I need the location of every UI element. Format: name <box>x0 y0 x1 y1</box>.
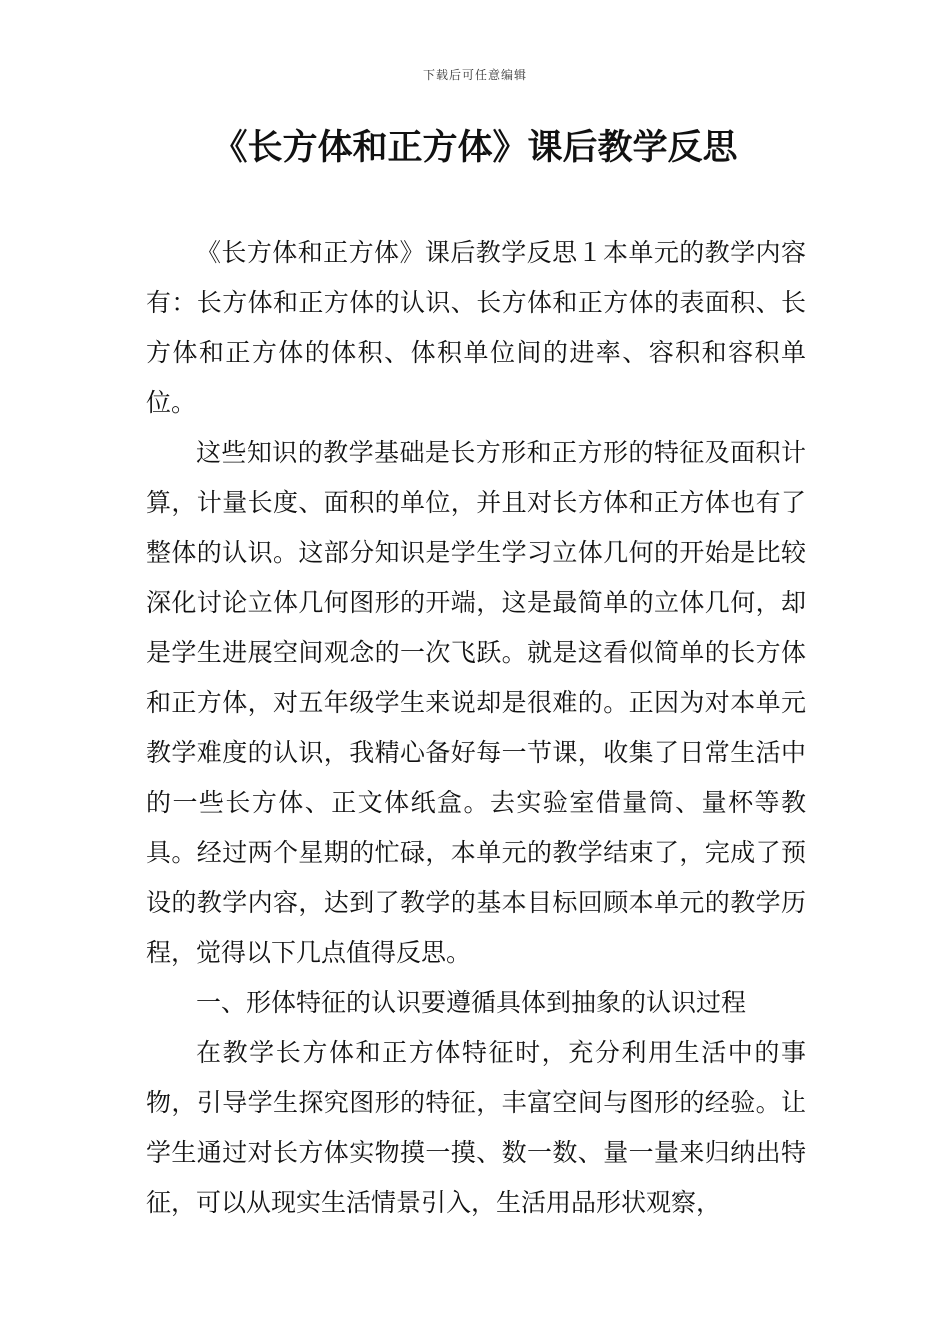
section-heading-1: 一、形体特征的认识要遵循具体到抽象的认识过程 <box>196 988 747 1017</box>
document-title: 《长方体和正方体》课后教学反思 <box>212 128 738 168</box>
paragraph-foundation: 这些知识的教学基础是长方形和正方形的特征及面积计算，计量长度、面积的单位，并且对长方体和正方体也有了整体的认识。这部分知识是学生学习立体几何的开始是比较深化讨论立体几何图形的开端，这是最简单的立体几何，却是学生进展空间观念的一次飞跃。就是这看似简单的长方体和正方体，对五年级学生来说却是很难的。正因为对本单元教学难度的认识，我精心备好每一节课，收集了日常生活中的一些长方体、正文体纸盒。去实验室借量筒、量杯等教具。经过两个星期的忙碌，本单元的教学结束了，完成了预设的教学内容，达到了教学的基本目标回顾本单元的教学历程，觉得以下几点值得反思。 <box>146 438 806 967</box>
paragraph-intro: 《长方体和正方体》课后教学反思１本单元的教学内容有：长方体和正方体的认识、长方体和正方体的表面积、长方体和正方体的体积、体积单位间的进率、容积和容积单位。 <box>146 238 806 417</box>
document-body <box>146 228 806 1228</box>
paragraph-section-1: 在教学长方体和正方体特征时，充分利用生活中的事物，引导学生探究图形的特征，丰富空间与图形的经验。让学生通过对长方体实物摸一摸、数一数、量一量来归纳出特征，可以从现实生活情景引入，生活用品形状观察， <box>146 1038 806 1217</box>
header-note: 下载后可任意编辑 <box>422 68 527 82</box>
